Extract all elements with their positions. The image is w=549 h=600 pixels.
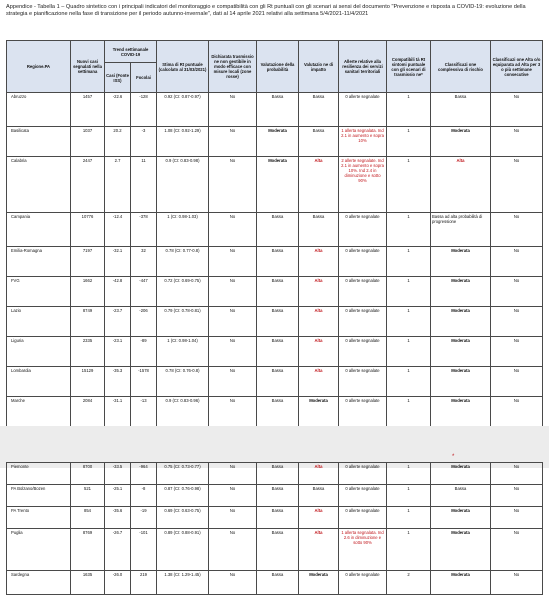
table-row [7, 367, 543, 397]
cell-allerte: 0 allerte segnalate [339, 485, 387, 507]
cell-dichiarata: No [209, 127, 257, 157]
cell-probabilita: Bassa [257, 337, 299, 367]
cell-dichiarata: No [209, 337, 257, 367]
cell-classificazione: Moderata [431, 247, 491, 277]
cell-alta3: No [491, 529, 543, 571]
indicators-table-page-2 [6, 462, 543, 595]
cell-allerte: 0 allerte segnalate [339, 367, 387, 397]
cell-dichiarata: No [209, 367, 257, 397]
cell-trend-casi: -35.3 [105, 367, 131, 397]
table-row [7, 397, 543, 427]
cell-trend-casi: 2.7 [105, 157, 131, 213]
cell-classificazione: Alta [431, 157, 491, 213]
cell-rt: 1 (CI: 0.98-1.04) [157, 337, 209, 367]
table-row [7, 93, 543, 127]
cell-dichiarata: No [209, 397, 257, 427]
cell-nuovi-casi: 2447 [71, 157, 105, 213]
cell-focolai: 11 [131, 157, 157, 213]
cell-alta3: No [491, 213, 543, 247]
header-probabilita: Valutazione della probabilità [257, 41, 299, 93]
cell-region: Liguria [7, 337, 71, 367]
header-impatto: Valutazio ne di impatto [299, 41, 339, 93]
cell-allerte: 0 allerte segnalate [339, 277, 387, 307]
cell-region: PA Trento [7, 507, 71, 529]
cell-focolai: -378 [131, 213, 157, 247]
cell-focolai: -3 [131, 127, 157, 157]
cell-impatto: Bassa [299, 213, 339, 247]
cell-rt: 0.69 (CI: 0.63-0.75) [157, 507, 209, 529]
cell-rt: 0.92 (CI: 0.87-0.97) [157, 93, 209, 127]
table-row [7, 337, 543, 367]
cell-classificazione: Moderata [431, 367, 491, 397]
table-row [7, 485, 543, 507]
table-row [7, 247, 543, 277]
cell-impatto: Alta [299, 529, 339, 571]
cell-compatibilita: 1 [387, 127, 431, 157]
cell-nuovi-casi: 2335 [71, 337, 105, 367]
cell-impatto: Alta [299, 463, 339, 485]
document-page-2 [0, 454, 549, 600]
table-row [7, 307, 543, 337]
cell-impatto: Alta [299, 307, 339, 337]
cell-region: Emilia-Romagna [7, 247, 71, 277]
header-alta3: Classificazi one Alta o/o equiparata ad Alta per 3 o più settimane consecutive [491, 41, 543, 93]
cell-dichiarata: No [209, 213, 257, 247]
cell-trend-casi: -23.1 [105, 337, 131, 367]
header-compatibilita: Compatibili tà Rt sintomi puntuale con gli scenari di trasmissio ne* [387, 41, 431, 93]
cell-dichiarata: No [209, 463, 257, 485]
cell-rt: 0.78 (CI: 0.77-0.8) [157, 247, 209, 277]
cell-compatibilita: 1 [387, 93, 431, 127]
cell-trend-casi: -25.1 [105, 485, 131, 507]
cell-trend-casi: -32.1 [105, 247, 131, 277]
cell-allerte: 1 allerta segnalata. Ind 2.1 in aumento e sopra 10% [339, 127, 387, 157]
cell-impatto: Bassa [299, 485, 339, 507]
cell-rt: 0.79 (CI: 0.78-0.81) [157, 307, 209, 337]
cell-allerte: 0 allerte segnalate [339, 397, 387, 427]
cell-region: Sardegna [7, 571, 71, 595]
header-nuovi-casi: Nuovi casi segnalati nella settimana [71, 41, 105, 93]
cell-alta3: No [491, 93, 543, 127]
cell-probabilita: Bassa [257, 485, 299, 507]
cell-nuovi-casi: 8769 [71, 529, 105, 571]
cell-probabilita: Bassa [257, 397, 299, 427]
cell-probabilita: Bassa [257, 529, 299, 571]
cell-classificazione: Moderata [431, 277, 491, 307]
cell-focolai: -447 [131, 277, 157, 307]
cell-alta3: No [491, 247, 543, 277]
cell-region: Puglia [7, 529, 71, 571]
cell-probabilita: Bassa [257, 507, 299, 529]
cell-alta3: No [491, 571, 543, 595]
cell-alta3: No [491, 397, 543, 427]
cell-trend-casi: -26.7 [105, 529, 131, 571]
cell-region: FVG [7, 277, 71, 307]
cell-dichiarata: No [209, 157, 257, 213]
cell-nuovi-casi: 521 [71, 485, 105, 507]
cell-classificazione: Moderata [431, 397, 491, 427]
cell-classificazione: Moderata [431, 507, 491, 529]
cell-allerte: 0 allerte segnalate [339, 93, 387, 127]
table-row [7, 463, 543, 485]
cell-region: Marche [7, 397, 71, 427]
cell-classificazione: Moderata [431, 571, 491, 595]
cell-nuovi-casi: 7197 [71, 247, 105, 277]
cell-rt: 1.08 (CI: 0.92-1.29) [157, 127, 209, 157]
cell-focolai: -206 [131, 307, 157, 337]
cell-dichiarata: No [209, 307, 257, 337]
cell-impatto: Alta [299, 157, 339, 213]
cell-allerte: 0 allerte segnalate [339, 213, 387, 247]
cell-rt: 0.9 (CI: 0.83-0.98) [157, 157, 209, 213]
cell-alta3: No [491, 485, 543, 507]
cell-compatibilita: 1 [387, 529, 431, 571]
table-caption: Appendice - Tabella 1 – Quadro sintetico con i principali indicatori del monitoraggio e compatibilità con gli Rt puntuali con gli scenari ai sensi del documento "Prevenzione e risposta a COVID-19: evoluzione della strategia e pianificazione nella fase di transizione per il periodo autunno-invernale", dati al 14 aprile 2021 relativi alla settimana 5/4/2021-11/4/2021 [6, 4, 526, 17]
header-trend-focolai: Focolai [131, 63, 157, 93]
cell-focolai: -19 [131, 507, 157, 529]
cell-focolai: -13 [131, 397, 157, 427]
header-allerte: Allerte relative alla resilienza dei servizi sanitari territoriali [339, 41, 387, 93]
cell-dichiarata: No [209, 507, 257, 529]
cell-probabilita: Bassa [257, 247, 299, 277]
cell-probabilita: Moderata [257, 127, 299, 157]
header-trend: Trend settimanale COVID-19 [105, 41, 157, 63]
cell-region: PA Bolzano/Bozen [7, 485, 71, 507]
cell-trend-casi: -33.5 [105, 463, 131, 485]
cell-compatibilita: 1 [387, 247, 431, 277]
cell-dichiarata: No [209, 485, 257, 507]
cell-region: Lombardia [7, 367, 71, 397]
cell-nuovi-casi: 8749 [71, 307, 105, 337]
cell-impatto: Bassa [299, 93, 339, 127]
cell-allerte: 0 allerte segnalate [339, 337, 387, 367]
cell-dichiarata: No [209, 277, 257, 307]
cell-impatto: Alta [299, 507, 339, 529]
cell-compatibilita: 1 [387, 463, 431, 485]
cell-probabilita: Bassa [257, 463, 299, 485]
cell-region: Lazio [7, 307, 71, 337]
cell-impatto: Bassa [299, 127, 339, 157]
header-regione: Regione.PA [7, 41, 71, 93]
cell-compatibilita: 1 [387, 397, 431, 427]
cell-region: Campania [7, 213, 71, 247]
cell-classificazione: Bassa [431, 93, 491, 127]
cell-alta3: No [491, 337, 543, 367]
cell-classificazione: Moderata [431, 337, 491, 367]
cell-nuovi-casi: 1662 [71, 277, 105, 307]
cell-dichiarata: No [209, 571, 257, 595]
cell-trend-casi: -31.1 [105, 397, 131, 427]
cell-trend-casi: -42.8 [105, 277, 131, 307]
cell-region: Calabria [7, 157, 71, 213]
header-dichiarata: Dichiarata trasmissio ne non gestibile in modo efficace con misure locali (zone rosse) [209, 41, 257, 93]
cell-focolai: -1578 [131, 367, 157, 397]
cell-compatibilita: 1 [387, 277, 431, 307]
cell-focolai: -89 [131, 337, 157, 367]
cell-alta3: No [491, 507, 543, 529]
cell-allerte: 0 allerte segnalate [339, 507, 387, 529]
cell-probabilita: Bassa [257, 213, 299, 247]
cell-classificazione: Bassa ad alta probabilità di progressione [431, 213, 491, 247]
table-row [7, 277, 543, 307]
cell-nuovi-casi: 15129 [71, 367, 105, 397]
cell-alta3: No [491, 367, 543, 397]
cell-trend-casi: -23.7 [105, 307, 131, 337]
cell-probabilita: Bassa [257, 367, 299, 397]
cell-compatibilita: 1 [387, 485, 431, 507]
cell-rt: 0.72 (CI: 0.69-0.75) [157, 277, 209, 307]
cell-focolai: -101 [131, 529, 157, 571]
cell-dichiarata: No [209, 93, 257, 127]
cell-region: Basilicata [7, 127, 71, 157]
cell-impatto: Alta [299, 247, 339, 277]
cell-focolai: -964 [131, 463, 157, 485]
cell-rt: 0.78 (CI: 0.76-0.8) [157, 367, 209, 397]
cell-trend-casi: -35.6 [105, 507, 131, 529]
cell-nuovi-casi: 10776 [71, 213, 105, 247]
header-trend-casi: Casi (Fonte ISS) [105, 63, 131, 93]
cell-rt: 0.75 (CI: 0.73-0.77) [157, 463, 209, 485]
cell-trend-casi: -22.6 [105, 93, 131, 127]
table-row [7, 529, 543, 571]
cell-probabilita: Bassa [257, 93, 299, 127]
indicators-table-page-1 [6, 40, 543, 473]
table-row [7, 571, 543, 595]
cell-dichiarata: No [209, 529, 257, 571]
cell-focolai: -8 [131, 485, 157, 507]
cell-nuovi-casi: 1037 [71, 127, 105, 157]
cell-allerte: 2 allerte segnalate. Ind 2.1 in aumento e sopra 10%. Ind 2.4 in diminuzione e sotto 90% [339, 157, 387, 213]
cell-impatto: Moderata [299, 397, 339, 427]
cell-compatibilita: 2 [387, 571, 431, 595]
cell-nuovi-casi: 854 [71, 507, 105, 529]
header-stima-rt: Stima di Rt puntuale (calcolato al 31/03/2021) [157, 41, 209, 93]
cell-allerte: 0 allerte segnalate [339, 463, 387, 485]
table-row [7, 507, 543, 529]
cell-region: Piemonte [7, 463, 71, 485]
cell-dichiarata: No [209, 247, 257, 277]
cell-probabilita: Bassa [257, 571, 299, 595]
cell-impatto: Moderata [299, 571, 339, 595]
cell-trend-casi: -12.4 [105, 213, 131, 247]
cell-alta3: No [491, 157, 543, 213]
cell-impatto: Alta [299, 277, 339, 307]
cell-probabilita: Bassa [257, 307, 299, 337]
cell-impatto: Alta [299, 367, 339, 397]
cell-classificazione: Bassa [431, 485, 491, 507]
cell-classificazione: Moderata [431, 529, 491, 571]
cell-focolai: -128 [131, 93, 157, 127]
cell-compatibilita: 1 [387, 157, 431, 213]
cell-allerte: 1 allerta segnalata. Ind 2.6 in diminuzione e sotto 90% [339, 529, 387, 571]
page2-marker: * [452, 454, 455, 460]
cell-nuovi-casi: 1635 [71, 571, 105, 595]
cell-compatibilita: 1 [387, 307, 431, 337]
cell-classificazione: Moderata [431, 307, 491, 337]
cell-allerte: 0 allerte segnalate [339, 571, 387, 595]
cell-probabilita: Moderata [257, 157, 299, 213]
cell-alta3: No [491, 127, 543, 157]
table-row [7, 213, 543, 247]
cell-classificazione: Moderata [431, 463, 491, 485]
cell-rt: 0.87 (CI: 0.76-0.98) [157, 485, 209, 507]
cell-alta3: No [491, 463, 543, 485]
cell-probabilita: Bassa [257, 277, 299, 307]
cell-region: Abruzzo [7, 93, 71, 127]
cell-trend-casi: -26.0 [105, 571, 131, 595]
table-row [7, 157, 543, 213]
cell-compatibilita: 1 [387, 507, 431, 529]
cell-compatibilita: 1 [387, 337, 431, 367]
cell-trend-casi: 20.2 [105, 127, 131, 157]
cell-rt: 0.9 (CI: 0.83-0.96) [157, 397, 209, 427]
cell-compatibilita: 1 [387, 367, 431, 397]
cell-focolai: 32 [131, 247, 157, 277]
cell-allerte: 0 allerte segnalate [339, 247, 387, 277]
cell-alta3: No [491, 307, 543, 337]
cell-nuovi-casi: 1457 [71, 93, 105, 127]
header-classificazione: Classificazi one complessiva di rischio [431, 41, 491, 93]
cell-rt: 1.38 (CI: 1.29-1.45) [157, 571, 209, 595]
cell-focolai: 219 [131, 571, 157, 595]
cell-allerte: 0 allerte segnalate [339, 307, 387, 337]
cell-rt: 0.89 (CI: 0.88-0.91) [157, 529, 209, 571]
cell-nuovi-casi: 2084 [71, 397, 105, 427]
cell-nuovi-casi: 8700 [71, 463, 105, 485]
cell-impatto: Alta [299, 337, 339, 367]
table-row [7, 127, 543, 157]
cell-classificazione: Moderata [431, 127, 491, 157]
cell-alta3: No [491, 277, 543, 307]
cell-rt: 1 (CI: 0.98-1.03) [157, 213, 209, 247]
cell-compatibilita: 1 [387, 213, 431, 247]
